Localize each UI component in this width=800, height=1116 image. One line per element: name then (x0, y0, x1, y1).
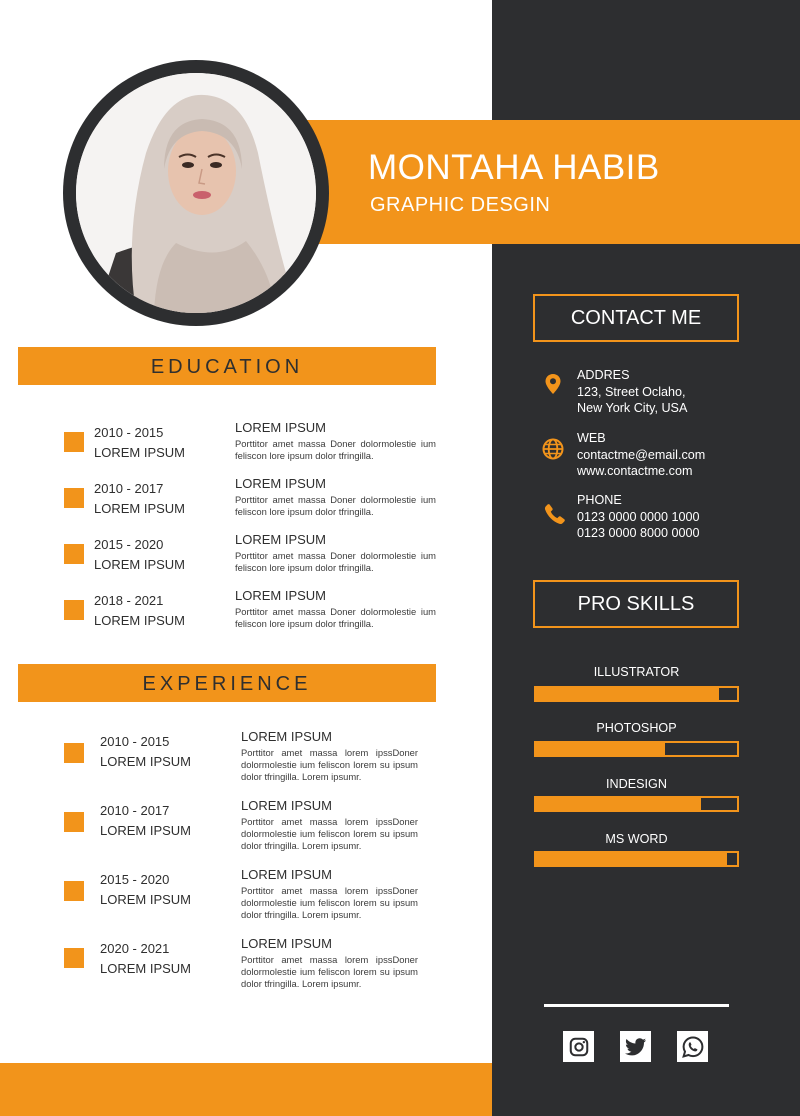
skill-name: INDESIGN (606, 777, 667, 791)
whatsapp-icon[interactable] (677, 1031, 708, 1062)
experience-description: Porttitor amet massa lorem ipssDoner dolormolestie ium feliscon lorem su ipsum dolor tfringilla. Lorem ipsumr. (241, 954, 418, 990)
phone-number-1[interactable]: 0123 0000 0000 1000 (577, 509, 700, 524)
skill-bar-fill (536, 853, 727, 865)
education-years: 2010 - 2017 (94, 481, 164, 496)
web-block (577, 430, 705, 480)
education-years: 2018 - 2021 (94, 593, 164, 608)
experience-heading: EXPERIENCE (142, 673, 312, 695)
divider-line (544, 1004, 729, 1007)
experience-place: LOREM IPSUM (100, 961, 192, 976)
experience-years: 2020 - 2021 (100, 941, 170, 956)
experience-years: 2015 - 2020 (100, 872, 170, 887)
skill-bar-fill (536, 688, 719, 700)
email-link[interactable]: contactme@email.com (577, 447, 706, 462)
education-title: LOREM IPSUM (235, 420, 327, 435)
bullet-square (64, 881, 84, 901)
experience-description: Porttitor amet massa lorem ipssDoner dolormolestie ium feliscon lorem su ipsum dolor tfringilla. Lorem ipsumr. (241, 816, 418, 852)
education-years: 2010 - 2015 (94, 425, 164, 440)
bullet-square (64, 432, 84, 452)
experience-title: LOREM IPSUM (241, 729, 333, 744)
experience-header-bar (18, 664, 436, 702)
address-label: ADDRES (577, 368, 630, 382)
education-title: LOREM IPSUM (235, 588, 327, 603)
education-description: Porttitor amet massa Doner dolormolestie ium feliscon lore ipsum dolor tfringilla. (235, 606, 436, 630)
experience-place: LOREM IPSUM (100, 754, 192, 769)
whatsapp-glyph (681, 1035, 705, 1059)
website-link[interactable]: www.contactme.com (577, 464, 693, 479)
twitter-glyph (624, 1036, 648, 1058)
bullet-square (64, 600, 84, 620)
contact-heading: CONTACT ME (533, 294, 739, 342)
experience-description: Porttitor amet massa lorem ipssDoner dolormolestie ium feliscon lorem su ipsum dolor tfringilla. Lorem ipsumr. (241, 747, 418, 783)
education-place: LOREM IPSUM (94, 445, 186, 460)
bullet-square (64, 544, 84, 564)
education-description: Porttitor amet massa Doner dolormolestie ium feliscon lore ipsum dolor tfringilla. (235, 438, 436, 462)
education-description: Porttitor amet massa Doner dolormolestie ium feliscon lore ipsum dolor tfringilla. (235, 550, 436, 574)
education-title: LOREM IPSUM (235, 476, 327, 491)
phone-label: PHONE (577, 493, 622, 507)
skill-bar (534, 741, 739, 757)
experience-years: 2010 - 2017 (100, 803, 170, 818)
twitter-icon[interactable] (620, 1031, 651, 1062)
address-line-2: New York City, USA (577, 401, 688, 416)
phone-number-2[interactable]: 0123 0000 8000 0000 (577, 526, 700, 541)
address-block (577, 367, 687, 417)
web-label: WEB (577, 431, 606, 445)
skill-bar (534, 686, 739, 702)
skill-name: PHOTOSHOP (596, 721, 677, 735)
phone-block (577, 492, 700, 542)
skills-heading: PRO SKILLS (533, 580, 739, 628)
education-place: LOREM IPSUM (94, 501, 186, 516)
bullet-square (64, 812, 84, 832)
skill-bar (534, 851, 739, 867)
bullet-square (64, 488, 84, 508)
instagram-glyph (568, 1036, 590, 1058)
education-title: LOREM IPSUM (235, 532, 327, 547)
experience-place: LOREM IPSUM (100, 892, 192, 907)
footer-band (0, 1063, 492, 1116)
education-place: LOREM IPSUM (94, 613, 186, 628)
skill-name: MS WORD (605, 832, 668, 846)
education-place: LOREM IPSUM (94, 557, 186, 572)
address-line-1: 123, Street Oclaho, (577, 384, 686, 399)
education-description: Porttitor amet massa Doner dolormolestie ium feliscon lore ipsum dolor tfringilla. (235, 494, 436, 518)
experience-years: 2010 - 2015 (100, 734, 170, 749)
bullet-square (64, 948, 84, 968)
experience-title: LOREM IPSUM (241, 936, 333, 951)
instagram-icon[interactable] (563, 1031, 594, 1062)
education-years: 2015 - 2020 (94, 537, 164, 552)
skill-name: ILLUSTRATOR (593, 665, 680, 679)
experience-description: Porttitor amet massa lorem ipssDoner dolormolestie ium feliscon lorem su ipsum dolor tfringilla. Lorem ipsumr. (241, 885, 418, 921)
experience-title: LOREM IPSUM (241, 867, 333, 882)
bullet-square (64, 743, 84, 763)
experience-place: LOREM IPSUM (100, 823, 192, 838)
skill-bar-fill (536, 798, 701, 810)
globe-icon (541, 437, 565, 461)
skill-bar (534, 796, 739, 812)
job-title: GRAPHIC DESGIN (370, 194, 551, 216)
phone-icon (543, 502, 567, 526)
candidate-name: MONTAHA HABIB (368, 148, 660, 187)
location-pin-icon (541, 372, 565, 396)
profile-photo (76, 73, 316, 313)
experience-title: LOREM IPSUM (241, 798, 333, 813)
education-header-bar (18, 347, 436, 385)
education-heading: EDUCATION (150, 356, 304, 378)
portrait-illustration (76, 73, 316, 313)
skill-bar-fill (536, 743, 665, 755)
